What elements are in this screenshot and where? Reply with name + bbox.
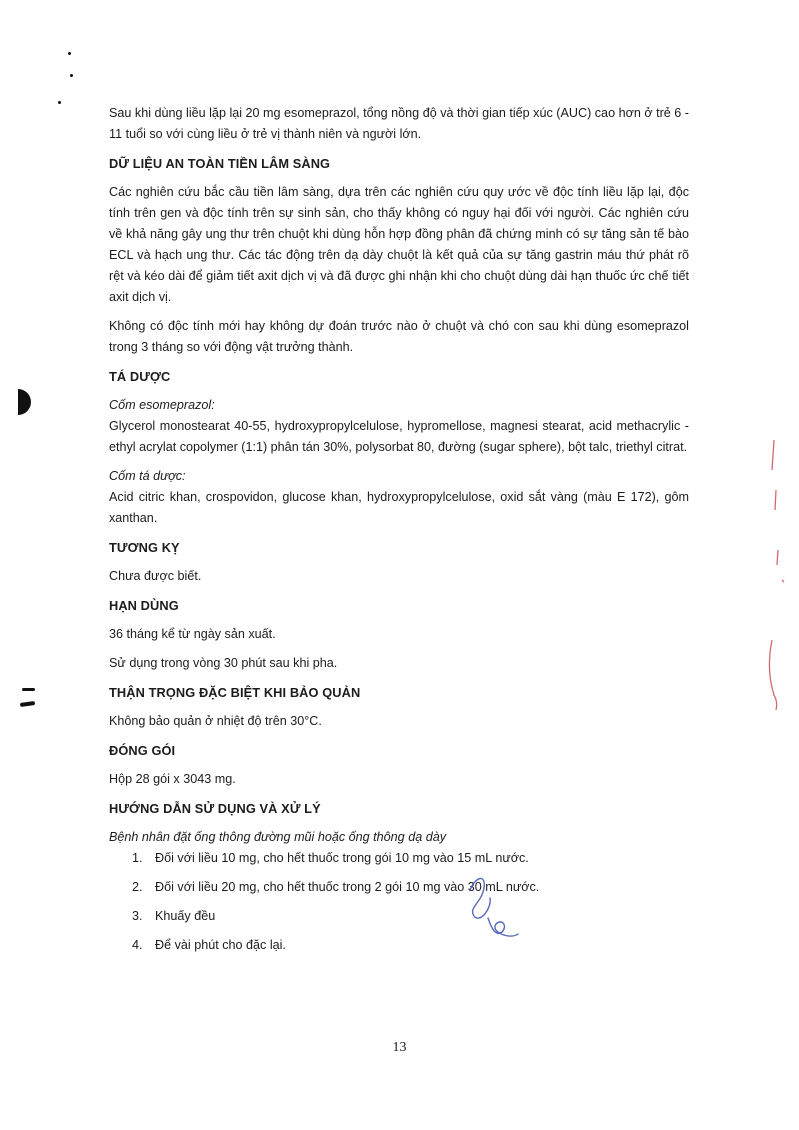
step-number: 1. xyxy=(132,851,143,865)
scan-dot xyxy=(58,101,61,104)
heading-preclinical-safety: DỮ LIỆU AN TOÀN TIỀN LÂM SÀNG xyxy=(109,156,331,171)
paragraph-juvenile-toxicity: Không có độc tính mới hay không dự đoán trước nào ở chuột và chó con sau khi dùng esomeprazol trong 3 tháng so với động vật trưởng thành. xyxy=(109,319,689,354)
paragraph-packaging: Hộp 28 gói x 3043 mg. xyxy=(109,772,236,786)
paragraph-granule-excipients: Acid citric khan, crospovidon, glucose khan, hydroxypropylcelulose, oxid sắt vàng (màu E 172), gôm xanthan. xyxy=(109,490,689,525)
stamp-edge-mark xyxy=(762,430,792,730)
paragraph-shelf-life: 36 tháng kể từ ngày sản xuất. xyxy=(109,627,276,641)
heading-storage: THẬN TRỌNG ĐẶC BIỆT KHI BẢO QUẢN xyxy=(109,685,361,700)
handwritten-signature xyxy=(462,868,532,948)
subheading-excipient-granules: Cốm tá dược: xyxy=(109,469,186,483)
usage-steps-list xyxy=(109,848,689,956)
list-item xyxy=(109,935,689,956)
binder-hole-mark xyxy=(18,389,31,415)
scan-dot xyxy=(68,52,71,55)
scan-dash xyxy=(22,688,35,691)
heading-packaging: ĐÓNG GÓI xyxy=(109,743,176,758)
page-number: 13 xyxy=(392,1040,407,1055)
step-text: Khuấy đều xyxy=(155,909,216,923)
paragraph-use-within: Sử dụng trong vòng 30 phút sau khi pha. xyxy=(109,656,338,670)
paragraph-auc: Sau khi dùng liều lặp lại 20 mg esomeprazol, tổng nồng độ và thời gian tiếp xúc (AUC) cao hơn ở trẻ 6 - 11 tuổi so với cùng liều ở trẻ vị thành niên và người lớn. xyxy=(109,106,689,141)
paragraph-preclinical: Các nghiên cứu bắc cầu tiền lâm sàng, dựa trên các nghiên cứu quy ước về độc tính liều lặp lại, độc tính trên gen và độc tính trên sự sinh sản, cho thấy không có nguy hại đối với người. Các nghiên cứu về khả năng gây ung thư trên chuột khi dùng hỗn hợp đồng phân đã chứng minh có sự tăng sản tế bào ECL và hạch ung thư. Các tác động trên dạ dày chuột là kết quả của sự tăng gastrin máu thứ phát rõ rệt và kéo dài để giảm tiết axit dịch vị và đã được ghi nhận khi cho chuột dùng dài hạn thuốc ức chế tiết axit dịch vị. xyxy=(109,185,689,304)
document-body xyxy=(109,103,689,964)
step-text: Để vài phút cho đặc lại. xyxy=(155,938,286,952)
heading-shelf-life: HẠN DÙNG xyxy=(109,598,179,613)
list-item xyxy=(109,848,689,869)
step-number: 2. xyxy=(132,880,143,894)
paragraph-esomeprazol-excipients: Glycerol monostearat 40-55, hydroxypropylcelulose, hypromellose, magnesi stearat, acid methacrylic - ethyl acrylat copolymer (1:1) phân tán 30%, polysorbat 80, đường (sugar sphere), bột talc, triethyl citrat. xyxy=(109,419,689,454)
paragraph-storage: Không bảo quản ở nhiệt độ trên 30°C. xyxy=(109,714,322,728)
list-item xyxy=(109,877,689,898)
heading-usage-handling: HƯỚNG DẪN SỬ DỤNG VÀ XỬ LÝ xyxy=(109,801,321,816)
paragraph-incompatibilities: Chưa được biết. xyxy=(109,569,202,583)
heading-incompatibilities: TƯƠNG KỴ xyxy=(109,540,180,555)
heading-excipients: TÁ DƯỢC xyxy=(109,369,171,384)
step-text: Đối với liều 20 mg, cho hết thuốc trong 2 gói 10 mg vào 30 mL nước. xyxy=(155,880,540,894)
scan-dash xyxy=(20,701,35,707)
subheading-esomeprazol-granules: Cốm esomeprazol: xyxy=(109,398,215,412)
list-item xyxy=(109,906,689,927)
scan-dot xyxy=(70,74,73,77)
step-number: 3. xyxy=(132,909,143,923)
step-number: 4. xyxy=(132,938,143,952)
subheading-tube-patients: Bệnh nhân đặt ống thông đường mũi hoặc ống thông dạ dày xyxy=(109,830,446,844)
step-text: Đối với liều 10 mg, cho hết thuốc trong gói 10 mg vào 15 mL nước. xyxy=(155,851,529,865)
